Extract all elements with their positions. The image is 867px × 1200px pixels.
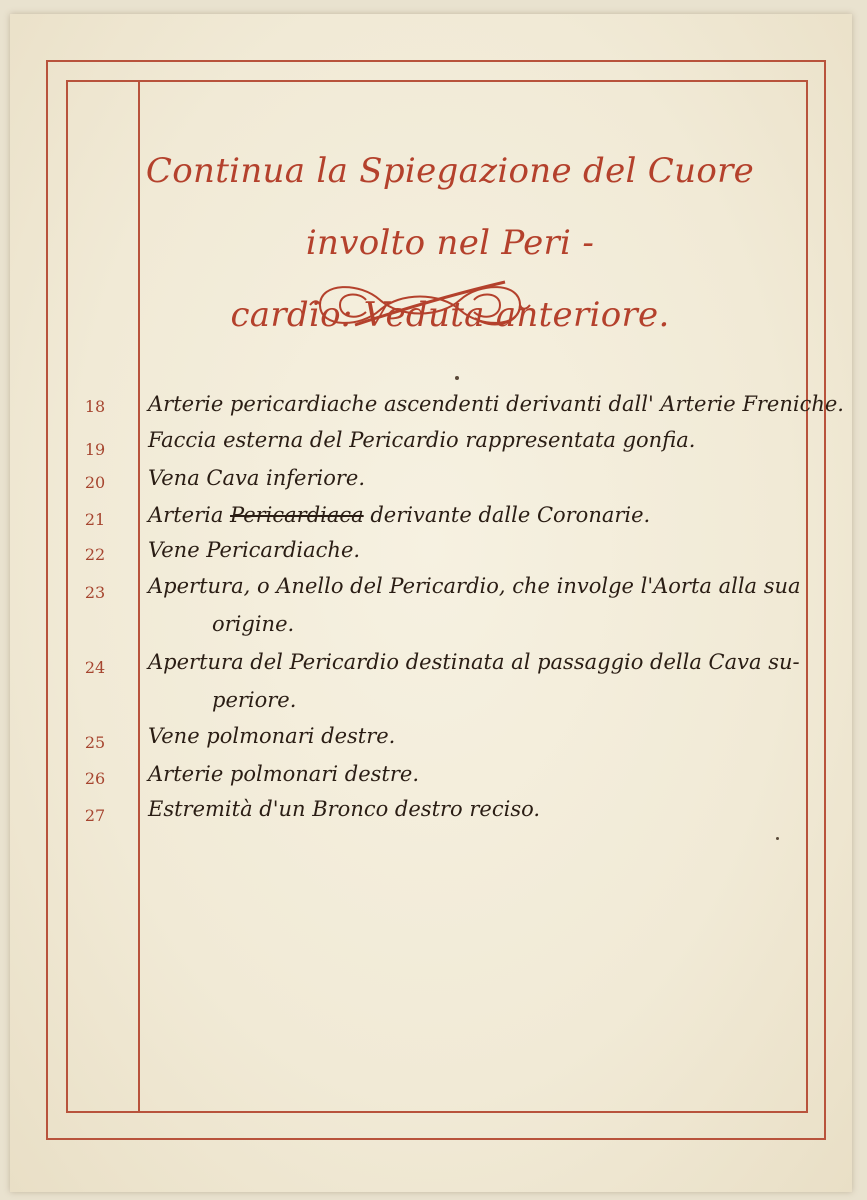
entry-text: Apertura del Pericardio destinata al passaggio della Cava su-: [148, 650, 800, 674]
ink-spot: [776, 837, 779, 840]
entry-number: 18: [84, 397, 106, 416]
entry-number: 19: [84, 440, 106, 459]
entry-text-continuation: origine.: [212, 612, 295, 636]
entry-text: Estremità d'un Bronco destro reciso.: [148, 797, 541, 821]
title-line-1: Continua la Spiegazione del Cuore involto nel Peri -: [145, 151, 755, 263]
entry-text: Arterie polmonari destre.: [148, 762, 419, 786]
entry-number: 26: [84, 769, 106, 788]
struck-word: Pericardiaca: [230, 503, 364, 527]
entry-text-continuation: periore.: [212, 688, 297, 712]
entry-text: Arterie pericardiache ascendenti derivanti dall' Arterie Freniche.: [148, 392, 844, 416]
entry-number: 25: [84, 733, 106, 752]
title-line-2: cardio: Veduta anteriore.: [230, 295, 670, 335]
entry-text: Faccia esterna del Pericardio rappresentata gonfia.: [148, 428, 696, 452]
entry-text-start: Arteria: [148, 503, 231, 527]
entry-number: 21: [84, 510, 106, 529]
entry-text: Vene Pericardiache.: [148, 538, 361, 562]
entry-text: Vene polmonari destre.: [148, 724, 396, 748]
entry-number: 20: [84, 473, 106, 492]
entry-text: Apertura, o Anello del Pericardio, che involge l'Aorta alla sua: [148, 574, 801, 598]
ink-spot: [455, 376, 459, 380]
entry-text: Vena Cava inferiore.: [148, 466, 366, 490]
entry-number: 27: [84, 806, 106, 825]
entry-number: 22: [84, 545, 106, 564]
entry-number: 23: [84, 583, 106, 602]
entry-number: 24: [84, 658, 106, 677]
entry-text: [148, 503, 768, 527]
entry-text-end: derivante dalle Coronarie.: [363, 503, 651, 527]
